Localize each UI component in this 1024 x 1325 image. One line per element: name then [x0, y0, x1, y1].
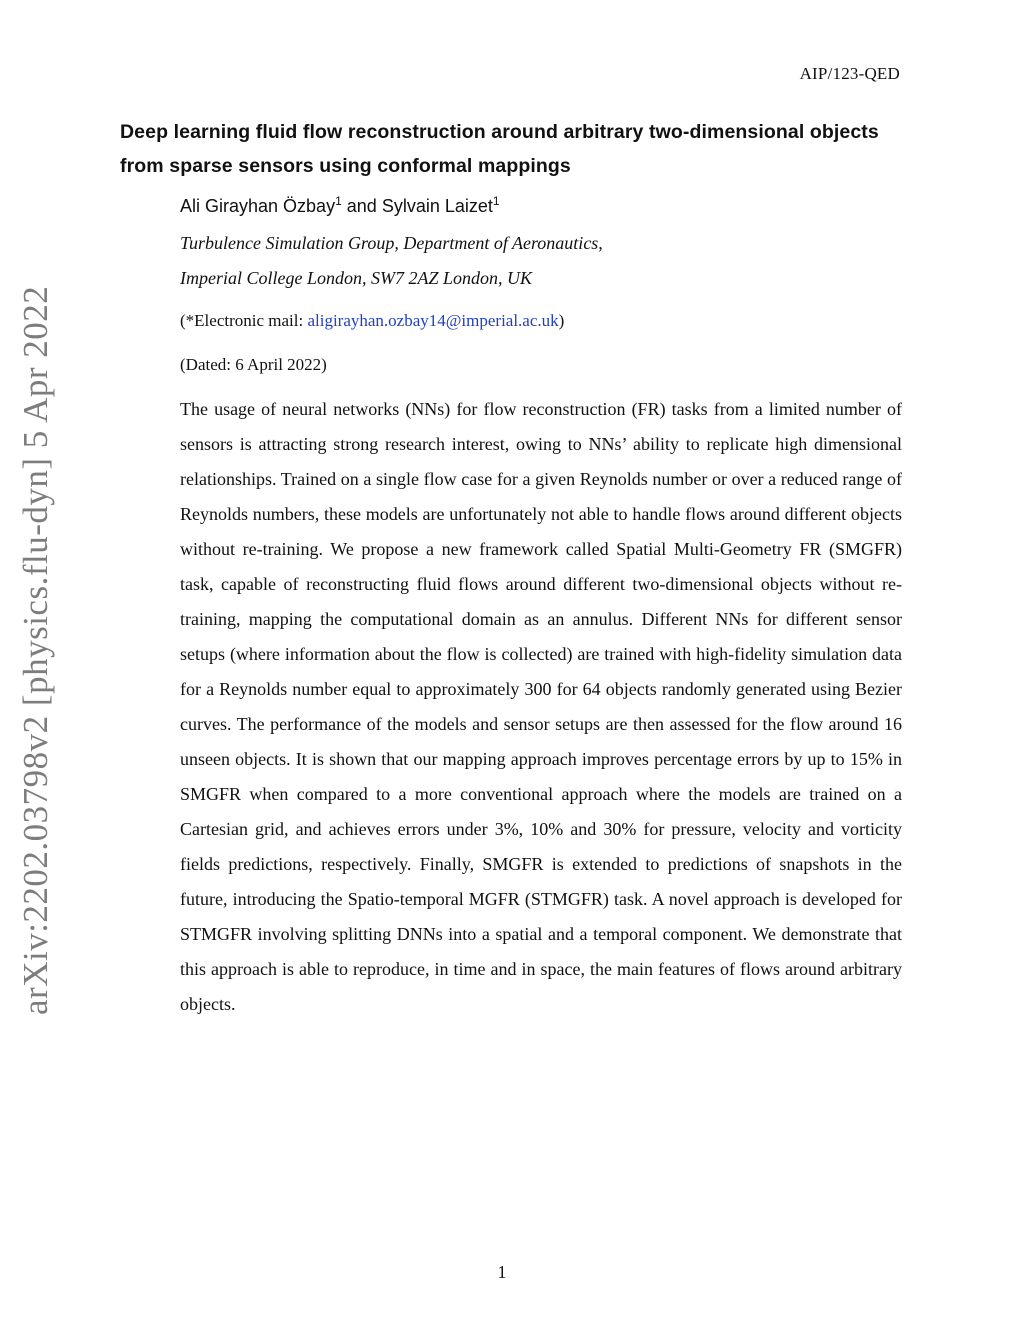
email-prefix: (*Electronic mail:	[180, 311, 308, 330]
affiliation-marker: 1	[492, 194, 500, 208]
author-list	[180, 192, 500, 220]
author-connector: and	[341, 196, 382, 216]
affiliation-line: Imperial College London, SW7 2AZ London, UK	[180, 268, 533, 288]
paper-title: Deep learning fluid flow reconstruction around arbitrary two-dimensional objects from sparse sensors using conformal mappings	[120, 121, 879, 177]
affiliation	[180, 226, 603, 296]
affiliation-marker: 1	[335, 194, 342, 208]
journal-tag: AIP/123-QED	[799, 64, 900, 83]
author-name: Ali Girayhan Özbay	[180, 196, 336, 216]
abstract-text: The usage of neural networks (NNs) for flow reconstruction (FR) tasks from a limited number of sensors is attracting strong research interest, owing to NNs’ ability to replicate high dimensional relationships. Trained on a single flow case for a given Reynolds number or over a reduced range of Reynolds numbers, these models are unfortunately not able to handle flows around different objects without re-training. We propose a new framework called Spatial Multi-Geometry FR (SMGFR) task, capable of reconstructing fluid flows around different two-dimensional objects without re-training, mapping the computational domain as an annulus. Different NNs for different sensor setups (where information about the flow is collected) are trained with high-fidelity simulation data for a Reynolds number equal to approximately 300 for 64 objects randomly generated using Bezier curves. The performance of the models and sensor setups are then assessed for the flow around 16 unseen objects. It is shown that our mapping approach improves percentage errors by up to 15% in SMGFR when compared to a more conventional approach where the models are trained on a Cartesian grid, and achieves errors under 3%, 10% and 30% for pressure, velocity and vorticity fields predictions, respectively. Finally, SMGFR is extended to predictions of snapshots in the future, introducing the Spatio-temporal MGFR (STMGFR) task. A novel approach is developed for STMGFR involving splitting DNNs into a spatial and a temporal component. We demonstrate that this approach is able to reproduce, in time and in space, the main features of flows around arbitrary objects.	[180, 399, 902, 1014]
page-number: 1	[497, 1262, 507, 1282]
contact-email-line	[180, 308, 564, 334]
author-name: Sylvain Laizet	[381, 196, 493, 216]
dated-line: (Dated: 6 April 2022)	[180, 355, 327, 374]
affiliation-line: Turbulence Simulation Group, Department of Aeronautics,	[180, 233, 603, 253]
arxiv-identifier-stamp: arXiv:2202.03798v2 [physics.flu-dyn] 5 Apr 2022	[16, 285, 55, 1015]
email-suffix: )	[558, 311, 565, 330]
email-link[interactable]: aligirayhan.ozbay14@imperial.ac.uk	[307, 311, 559, 330]
